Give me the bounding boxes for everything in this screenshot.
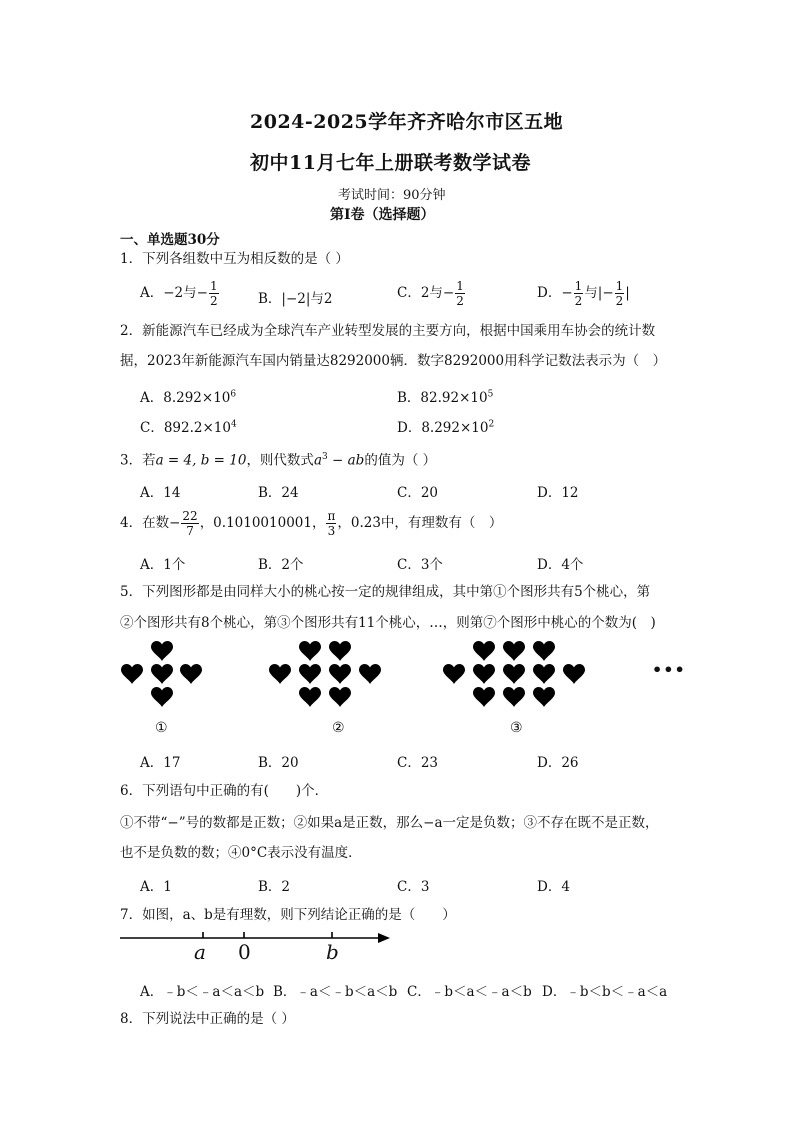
heart-icon — [121, 664, 143, 684]
q3-option-d[interactable]: D．12 — [537, 485, 579, 501]
heart-icon — [443, 664, 465, 684]
q1-option-a[interactable] — [140, 279, 220, 308]
q5-option-d[interactable]: D．26 — [537, 755, 579, 771]
q1-c-label: C． — [397, 285, 421, 301]
q7-option-b[interactable]: B．﹣a＜﹣b＜a＜b — [273, 984, 398, 1000]
q2-line2: 据，2023年新能源汽车国内销量达8292000辆．数字8292000用科学记数法表示为（ ） — [120, 353, 667, 369]
q8-stem: 8．下列说法中正确的是（ ） — [120, 1011, 295, 1027]
q2-b-exp: 5 — [487, 389, 494, 400]
q6-line2: 也不是负数的数；④0°C表示没有温度． — [120, 845, 362, 861]
heart-icon — [329, 687, 351, 707]
q5-ellipsis: ••• — [652, 660, 686, 679]
q5-option-b[interactable]: B．20 — [258, 755, 299, 771]
q3-pre: 3．若 — [120, 452, 156, 469]
q6-option-b[interactable]: B．2 — [258, 879, 291, 895]
q5-option-a[interactable]: A．17 — [140, 755, 181, 771]
q3-option-a[interactable]: A．14 — [140, 485, 181, 501]
q4-mid2: ，0.2̇3̇中，有理数有（ ） — [337, 515, 503, 531]
arrow-icon — [378, 933, 390, 943]
heart-icon — [329, 664, 351, 684]
q1-d-post: | — [625, 285, 630, 301]
q2-a-text: A．8.292×10 — [140, 390, 231, 406]
exam-time: 考试时间：90分钟 — [338, 188, 446, 203]
figure-2-hearts — [269, 641, 381, 707]
q7-stem: 7．如图，a、b是有理数，则下列结论正确的是（ ） — [120, 907, 456, 923]
q2-option-b[interactable] — [397, 386, 493, 406]
q2-option-d[interactable] — [397, 416, 494, 436]
q4-pre: 4．在数− — [120, 515, 181, 531]
q1-d-fraction1: $\frac{1}{2}$ — [574, 279, 583, 308]
heart-icon — [533, 664, 555, 684]
heart-icon — [503, 664, 525, 684]
q2-option-c[interactable] — [140, 416, 237, 436]
q5-figure-label-1: ① — [155, 720, 168, 736]
q3-option-c[interactable]: C．20 — [397, 485, 439, 501]
q7-axis-label-a: a — [194, 940, 206, 964]
q3-expr-rest: − ab — [327, 452, 365, 469]
q4-fraction2: $\frac{\pi}{3}$ — [327, 509, 336, 538]
q5-option-c[interactable]: C．23 — [397, 755, 439, 771]
q5-line1: 5．下列图形都是由同样大小的桃心按一定的规律组成，其中第①个图形共有5个桃心，第 — [120, 584, 651, 600]
q7-axis-label-0: 0 — [238, 940, 251, 964]
q3-expr-a: a — [313, 452, 322, 469]
q5-figure-label-2: ② — [332, 720, 345, 736]
heart-icon — [503, 641, 525, 661]
q3-condition: a = 4, b = 10 — [155, 452, 247, 469]
q6-option-a[interactable]: A．1 — [140, 879, 172, 895]
q7-option-c[interactable]: C．﹣b＜a＜﹣a＜b — [407, 984, 532, 1000]
heart-icon — [563, 664, 585, 684]
figure-1-hearts — [121, 641, 202, 707]
heart-icon — [473, 641, 495, 661]
title-line2: 初中11月七年上册联考数学试卷 — [250, 152, 531, 174]
q3-post: 的值为（ ） — [364, 452, 437, 469]
q7-number-line — [118, 928, 408, 958]
q3-stem — [120, 448, 436, 470]
q1-c-fraction: $\frac{1}{2}$ — [456, 279, 464, 308]
heart-icon — [359, 664, 381, 684]
heart-icon — [299, 687, 321, 707]
title-line1: 2024-2025学年齐齐哈尔市区五地 — [250, 111, 564, 133]
q2-option-a[interactable] — [140, 386, 236, 406]
section-heading: 一、单选题30分 — [120, 232, 220, 248]
q6-option-d[interactable]: D．4 — [537, 879, 570, 895]
q1-option-b[interactable]: B．|−2|与2 — [258, 291, 333, 307]
heart-icon — [473, 664, 495, 684]
heart-icon — [299, 641, 321, 661]
q1-d-mid: 与|− — [584, 285, 614, 301]
heart-icon — [151, 641, 173, 661]
heart-icon — [503, 687, 525, 707]
heart-icon — [269, 664, 291, 684]
q4-option-c[interactable]: C．3个 — [397, 557, 443, 573]
heart-icon — [151, 664, 173, 684]
q3-expr-exp: 3 — [322, 452, 328, 462]
q7-axis-label-b: b — [326, 940, 339, 964]
heart-icon — [329, 641, 351, 661]
heart-icon — [299, 664, 321, 684]
q4-mid1: ，0.1010010001， — [199, 515, 326, 531]
q2-c-text: C．892.2×10 — [140, 420, 231, 436]
q1-d-label: D． — [537, 285, 562, 301]
q1-option-d[interactable] — [537, 279, 630, 308]
q2-line1: 2．新能源汽车已经成为全球汽车产业转型发展的主要方向，根据中国乘用车协会的统计数 — [120, 323, 656, 339]
q7-option-d[interactable]: D．﹣b＜b＜﹣a＜a — [542, 984, 668, 1000]
heart-icon — [473, 687, 495, 707]
q2-d-exp: 2 — [488, 419, 495, 430]
q1-option-c[interactable] — [397, 279, 466, 308]
q3-mid: ，则代数式 — [246, 452, 314, 469]
heart-icon — [180, 664, 202, 684]
q5-line2: ②个图形共有8个桃心，第③个图形共有11个桃心，…，则第⑦个图形中桃心的个数为( ) — [120, 615, 656, 631]
heart-icon — [151, 687, 173, 707]
q4-option-d[interactable]: D．4个 — [537, 557, 584, 573]
q2-d-text: D．8.292×10 — [397, 420, 489, 436]
q1-a-label: A． — [140, 285, 164, 301]
heart-icon — [533, 641, 555, 661]
q5-hearts-figure — [0, 634, 794, 744]
q1-stem: 1．下列各组数中互为相反数的是（ ） — [120, 251, 349, 267]
q6-option-c[interactable]: C．3 — [397, 879, 430, 895]
q4-fraction1: $\frac{22}{7}$ — [182, 509, 198, 538]
q1-a-pre: −2与− — [163, 285, 208, 301]
q2-c-exp: 4 — [230, 419, 237, 430]
q1-a-fraction: $\frac{1}{2}$ — [209, 279, 218, 308]
q3-option-b[interactable]: B．24 — [258, 485, 299, 501]
heart-icon — [533, 687, 555, 707]
q1-d-fraction2: $\frac{1}{2}$ — [615, 279, 624, 308]
q1-d-pre: − — [561, 285, 573, 301]
q2-a-exp: 6 — [230, 389, 237, 400]
q4-stem — [120, 509, 502, 538]
volume-title: 第Ⅰ卷（选择题） — [330, 207, 435, 223]
q6-line1: ①不带“−”号的数都是正数；②如果a是正数，那么−a一定是负数；③不存在既不是正数， — [120, 815, 659, 831]
q6-stem: 6．下列语句中正确的有( )个． — [120, 783, 329, 799]
q7-option-a[interactable]: A．﹣b＜﹣a＜a＜b — [140, 984, 265, 1000]
q5-figure-label-3: ③ — [510, 720, 523, 736]
q2-b-text: B．82.92×10 — [397, 390, 488, 406]
q4-option-b[interactable]: B．2个 — [258, 557, 304, 573]
figure-3-hearts — [443, 641, 585, 707]
q4-option-a[interactable]: A．1个 — [140, 557, 186, 573]
q1-c-pre: 2与− — [420, 285, 455, 301]
